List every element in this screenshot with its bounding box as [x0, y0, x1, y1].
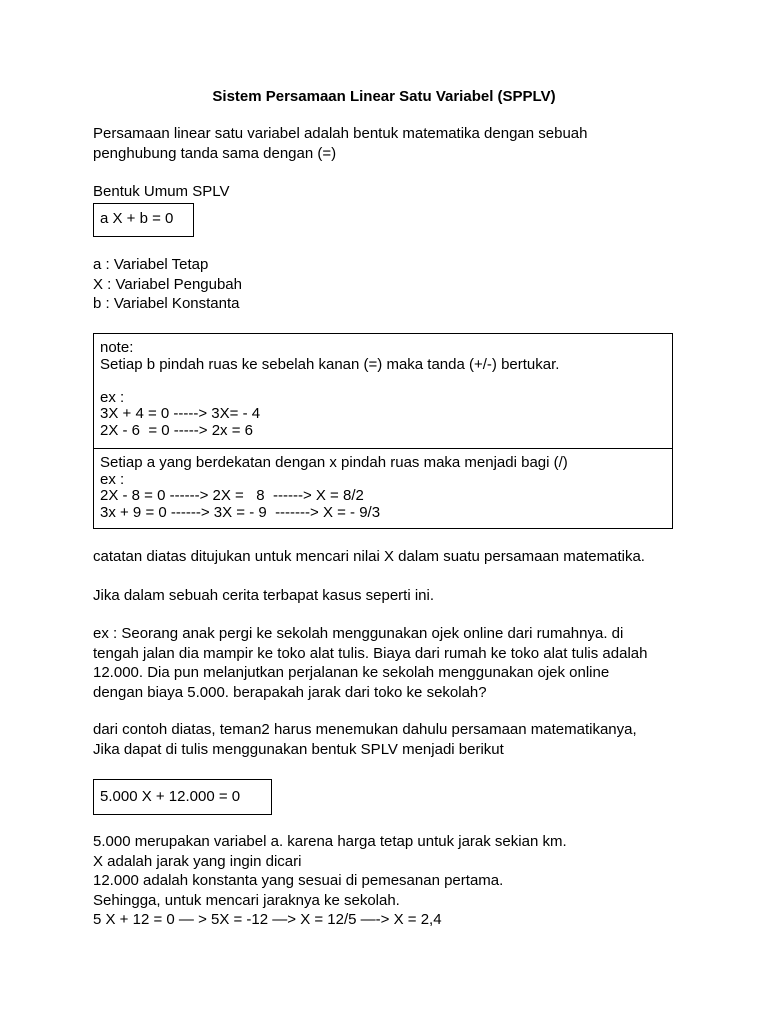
variable-item: a : Variabel Tetap: [93, 256, 209, 273]
note-line: [100, 373, 666, 390]
explanation-line: 12.000 adalah konstanta yang sesuai di pemesanan pertama.: [93, 872, 504, 889]
from-example-line: Jika dapat di tulis menggunakan bentuk SPLV menjadi berikut: [93, 740, 504, 758]
intro-paragraph: [93, 124, 693, 163]
variable-item: b : Variabel Konstanta: [93, 295, 240, 312]
from-example-line: dari contoh diatas, teman2 harus menemukan dahulu persamaan matematikanya,: [93, 721, 637, 738]
note-line: ex :: [100, 470, 125, 488]
example-line: tengah jalan dia mampir ke toko alat tulis. Biaya dari rumah ke toko alat tulis adalah: [93, 644, 648, 662]
note-line: 3X + 4 = 0 -----> 3X= - 4: [100, 405, 261, 423]
note-line: ex :: [100, 388, 125, 406]
note-line: note:: [100, 339, 134, 356]
example-paragraph: [93, 624, 713, 702]
explanation-paragraph: [93, 832, 713, 930]
from-example-paragraph: [93, 720, 713, 759]
example-line: dengan biaya 5.000. berapakah jarak dari toko ke sekolah?: [93, 683, 487, 701]
note-line: Setiap a yang berdekatan dengan x pindah ruas maka menjadi bagi (/): [100, 454, 568, 471]
note-line: 2X - 6 = 0 -----> 2x = 6: [100, 421, 253, 439]
explanation-line: X adalah jarak yang ingin dicari: [93, 852, 302, 870]
note-paragraph: catatan diatas ditujukan untuk mencari nilai X dalam suatu persamaan matematika.: [93, 548, 645, 565]
equation-box: [93, 779, 272, 815]
case-paragraph: Jika dalam sebuah cerita terbapat kasus seperti ini.: [93, 587, 435, 604]
general-form-equation: a X + b = 0: [100, 210, 174, 227]
note-box-sign-rule: [93, 333, 673, 449]
document-title: Sistem Persamaan Linear Satu Variabel (SPPLV): [212, 88, 556, 105]
general-form-heading: Bentuk Umum SPLV: [93, 183, 230, 200]
variable-list: [93, 255, 693, 314]
example-line: ex : Seorang anak pergi ke sekolah menggunakan ojek online dari rumahnya. di: [93, 625, 624, 642]
explanation-line: 5.000 merupakan variabel a. karena harga tetap untuk jarak sekian km.: [93, 833, 567, 850]
example-equation: 5.000 X + 12.000 = 0: [100, 788, 241, 805]
note-box-division-rule: [93, 448, 673, 529]
example-line: 12.000. Dia pun melanjutkan perjalanan ke sekolah menggunakan ojek online: [93, 664, 610, 681]
variable-item: X : Variabel Pengubah: [93, 275, 242, 293]
note-line: 3x + 9 = 0 ------> 3X = - 9 -------> X = - 9/3: [100, 503, 381, 521]
intro-line: penghubung tanda sama dengan (=): [93, 144, 337, 162]
explanation-line: Sehingga, untuk mencari jaraknya ke sekolah.: [93, 891, 400, 909]
note-line: 2X - 8 = 0 ------> 2X = 8 ------> X = 8/2: [100, 487, 364, 505]
intro-line: Persamaan linear satu variabel adalah bentuk matematika dengan sebuah: [93, 125, 588, 142]
explanation-line: 5 X + 12 = 0 — > 5X = -12 —> X = 12/5 —-> X = 2,4: [93, 911, 442, 928]
note-line: Setiap b pindah ruas ke sebelah kanan (=) maka tanda (+/-) bertukar.: [100, 355, 560, 373]
general-form-box: [93, 203, 194, 237]
